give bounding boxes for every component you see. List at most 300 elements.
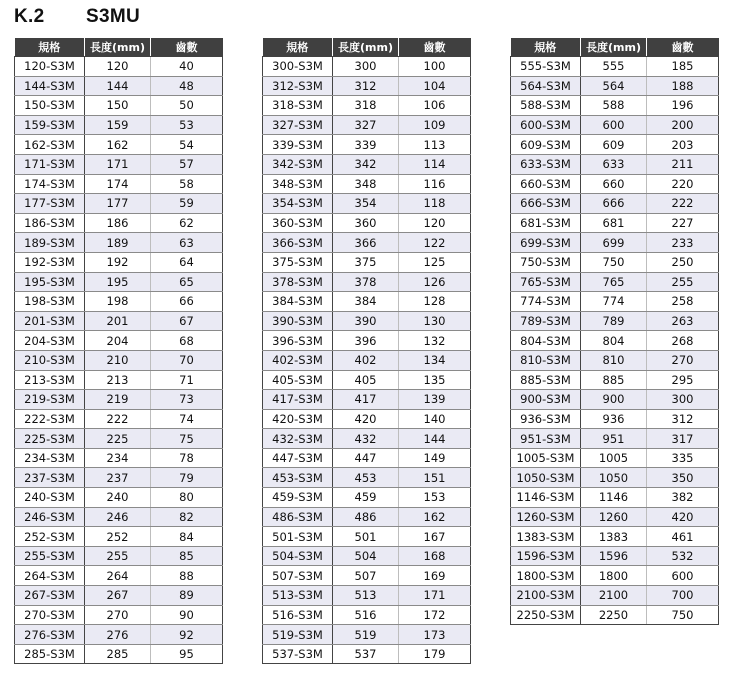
cell-length: 270 [85,605,151,625]
table-row [511,488,719,508]
cell-spec: 201-S3M [15,311,85,331]
table-row [263,546,471,566]
section-name: S3MU [86,6,140,27]
cell-teeth: 67 [151,311,223,331]
page-title [14,6,140,32]
cell-teeth: 317 [647,429,719,449]
cell-spec: 459-S3M [263,488,333,508]
table-row [15,566,223,586]
column-header-spec: 規格 [15,38,85,57]
cell-length: 2100 [581,586,647,606]
cell-length: 1596 [581,546,647,566]
cell-teeth: 135 [399,370,471,390]
cell-length: 951 [581,429,647,449]
cell-length: 1800 [581,566,647,586]
cell-teeth: 40 [151,57,223,77]
cell-teeth: 211 [647,154,719,174]
cell-length: 177 [85,194,151,214]
cell-spec: 504-S3M [263,546,333,566]
cell-length: 885 [581,370,647,390]
cell-spec: 267-S3M [15,586,85,606]
column-header-spec: 規格 [511,38,581,57]
cell-teeth: 172 [399,605,471,625]
table-row [15,644,223,664]
table-row [15,292,223,312]
cell-teeth: 149 [399,448,471,468]
cell-spec: 366-S3M [263,233,333,253]
table-row [511,331,719,351]
cell-length: 150 [85,96,151,116]
table-row [15,350,223,370]
cell-length: 339 [333,135,399,155]
table-row [15,546,223,566]
table-row [15,409,223,429]
cell-teeth: 350 [647,468,719,488]
cell-spec: 402-S3M [263,350,333,370]
cell-teeth: 70 [151,350,223,370]
cell-spec: 252-S3M [15,527,85,547]
column-header-length: 長度(mm) [581,38,647,57]
cell-teeth: 461 [647,527,719,547]
cell-spec: 276-S3M [15,625,85,645]
table-row [15,331,223,351]
cell-spec: 150-S3M [15,96,85,116]
cell-teeth: 54 [151,135,223,155]
cell-spec: 264-S3M [15,566,85,586]
cell-teeth: 48 [151,76,223,96]
table-row [511,448,719,468]
cell-length: 144 [85,76,151,96]
table-row [263,527,471,547]
cell-teeth: 233 [647,233,719,253]
cell-spec: 162-S3M [15,135,85,155]
cell-spec: 348-S3M [263,174,333,194]
table-row [15,488,223,508]
cell-teeth: 113 [399,135,471,155]
cell-teeth: 179 [399,644,471,664]
cell-teeth: 220 [647,174,719,194]
cell-teeth: 104 [399,76,471,96]
cell-spec: 453-S3M [263,468,333,488]
table-row [263,135,471,155]
cell-teeth: 106 [399,96,471,116]
cell-spec: 255-S3M [15,546,85,566]
cell-spec: 120-S3M [15,57,85,77]
table-row [15,527,223,547]
cell-length: 162 [85,135,151,155]
cell-spec: 339-S3M [263,135,333,155]
cell-length: 252 [85,527,151,547]
cell-spec: 177-S3M [15,194,85,214]
cell-length: 378 [333,272,399,292]
cell-length: 1146 [581,488,647,508]
table-row [263,57,471,77]
cell-teeth: 268 [647,331,719,351]
cell-spec: 432-S3M [263,429,333,449]
cell-spec: 519-S3M [263,625,333,645]
cell-length: 660 [581,174,647,194]
cell-teeth: 85 [151,546,223,566]
table-row [263,448,471,468]
table-row [263,605,471,625]
cell-teeth: 250 [647,252,719,272]
cell-spec: 2250-S3M [511,605,581,625]
table-row [263,292,471,312]
cell-spec: 1596-S3M [511,546,581,566]
cell-spec: 810-S3M [511,350,581,370]
cell-length: 459 [333,488,399,508]
cell-teeth: 84 [151,527,223,547]
table-row [263,311,471,331]
cell-teeth: 185 [647,57,719,77]
column-header-spec: 規格 [263,38,333,57]
table-header-row [263,38,471,57]
cell-spec: 222-S3M [15,409,85,429]
table-row [511,370,719,390]
table-row [263,194,471,214]
table-row [15,448,223,468]
table-row [263,115,471,135]
cell-teeth: 68 [151,331,223,351]
cell-length: 774 [581,292,647,312]
cell-spec: 507-S3M [263,566,333,586]
table-row [263,507,471,527]
cell-teeth: 151 [399,468,471,488]
cell-spec: 555-S3M [511,57,581,77]
cell-length: 804 [581,331,647,351]
cell-teeth: 203 [647,135,719,155]
cell-length: 348 [333,174,399,194]
cell-length: 246 [85,507,151,527]
cell-length: 936 [581,409,647,429]
cell-teeth: 71 [151,370,223,390]
cell-teeth: 118 [399,194,471,214]
cell-length: 360 [333,213,399,233]
cell-length: 2250 [581,605,647,625]
cell-teeth: 120 [399,213,471,233]
table-row [511,390,719,410]
cell-length: 276 [85,625,151,645]
cell-spec: 666-S3M [511,194,581,214]
cell-length: 120 [85,57,151,77]
table-row [511,135,719,155]
cell-teeth: 312 [647,409,719,429]
column-header-length: 長度(mm) [333,38,399,57]
cell-length: 267 [85,586,151,606]
cell-teeth: 92 [151,625,223,645]
cell-length: 354 [333,194,399,214]
table-row [263,586,471,606]
cell-length: 237 [85,468,151,488]
cell-teeth: 66 [151,292,223,312]
table-row [263,154,471,174]
cell-length: 513 [333,586,399,606]
cell-teeth: 125 [399,252,471,272]
cell-length: 1383 [581,527,647,547]
column-header-length: 長度(mm) [85,38,151,57]
cell-teeth: 100 [399,57,471,77]
table-row [15,311,223,331]
cell-length: 681 [581,213,647,233]
cell-spec: 210-S3M [15,350,85,370]
table-row [15,390,223,410]
cell-spec: 219-S3M [15,390,85,410]
cell-spec: 699-S3M [511,233,581,253]
cell-spec: 213-S3M [15,370,85,390]
cell-spec: 789-S3M [511,311,581,331]
cell-teeth: 89 [151,586,223,606]
cell-teeth: 200 [647,115,719,135]
cell-teeth: 300 [647,390,719,410]
cell-length: 222 [85,409,151,429]
cell-spec: 1050-S3M [511,468,581,488]
cell-teeth: 64 [151,252,223,272]
table-row [263,429,471,449]
cell-length: 1260 [581,507,647,527]
cell-length: 666 [581,194,647,214]
cell-length: 390 [333,311,399,331]
cell-spec: 486-S3M [263,507,333,527]
table-row [511,57,719,77]
cell-length: 171 [85,154,151,174]
table-row [263,625,471,645]
cell-teeth: 63 [151,233,223,253]
belt-spec-table-3 [510,38,719,625]
cell-length: 204 [85,331,151,351]
column-header-teeth: 齒數 [647,38,719,57]
cell-length: 432 [333,429,399,449]
cell-length: 195 [85,272,151,292]
cell-teeth: 109 [399,115,471,135]
cell-teeth: 75 [151,429,223,449]
table-row [15,135,223,155]
cell-teeth: 169 [399,566,471,586]
cell-length: 312 [333,76,399,96]
table-row [15,272,223,292]
cell-teeth: 420 [647,507,719,527]
column-header-teeth: 齒數 [399,38,471,57]
cell-spec: 513-S3M [263,586,333,606]
table-row [15,252,223,272]
cell-length: 405 [333,370,399,390]
cell-teeth: 270 [647,350,719,370]
cell-teeth: 88 [151,566,223,586]
cell-length: 159 [85,115,151,135]
cell-length: 264 [85,566,151,586]
cell-length: 486 [333,507,399,527]
cell-length: 633 [581,154,647,174]
cell-length: 174 [85,174,151,194]
cell-spec: 1005-S3M [511,448,581,468]
cell-length: 210 [85,350,151,370]
table-row [15,96,223,116]
table-row [15,115,223,135]
cell-spec: 765-S3M [511,272,581,292]
cell-teeth: 196 [647,96,719,116]
cell-spec: 390-S3M [263,311,333,331]
table-row [15,586,223,606]
table-row [263,96,471,116]
cell-teeth: 78 [151,448,223,468]
cell-teeth: 58 [151,174,223,194]
table-row [263,468,471,488]
cell-spec: 189-S3M [15,233,85,253]
cell-length: 285 [85,644,151,664]
cell-length: 366 [333,233,399,253]
cell-teeth: 79 [151,468,223,488]
table-row [511,292,719,312]
table-row [511,350,719,370]
cell-spec: 195-S3M [15,272,85,292]
cell-length: 189 [85,233,151,253]
table-row [263,370,471,390]
cell-teeth: 116 [399,174,471,194]
cell-teeth: 144 [399,429,471,449]
table-row [511,429,719,449]
cell-spec: 900-S3M [511,390,581,410]
cell-spec: 609-S3M [511,135,581,155]
cell-teeth: 74 [151,409,223,429]
cell-spec: 1260-S3M [511,507,581,527]
cell-length: 453 [333,468,399,488]
table-row [263,409,471,429]
cell-teeth: 227 [647,213,719,233]
cell-spec: 312-S3M [263,76,333,96]
table-row [15,57,223,77]
cell-length: 192 [85,252,151,272]
cell-spec: 396-S3M [263,331,333,351]
cell-spec: 375-S3M [263,252,333,272]
table-row [511,605,719,625]
cell-spec: 144-S3M [15,76,85,96]
cell-teeth: 171 [399,586,471,606]
table-row [511,154,719,174]
cell-length: 219 [85,390,151,410]
cell-length: 213 [85,370,151,390]
cell-length: 699 [581,233,647,253]
cell-spec: 198-S3M [15,292,85,312]
table-header-row [15,38,223,57]
cell-teeth: 139 [399,390,471,410]
cell-spec: 681-S3M [511,213,581,233]
cell-spec: 936-S3M [511,409,581,429]
cell-spec: 246-S3M [15,507,85,527]
cell-spec: 171-S3M [15,154,85,174]
cell-teeth: 258 [647,292,719,312]
table-row [263,252,471,272]
table-row [511,252,719,272]
table-row [511,586,719,606]
table-row [15,468,223,488]
cell-spec: 378-S3M [263,272,333,292]
cell-teeth: 90 [151,605,223,625]
cell-length: 201 [85,311,151,331]
cell-length: 609 [581,135,647,155]
cell-teeth: 335 [647,448,719,468]
cell-spec: 633-S3M [511,154,581,174]
cell-spec: 1146-S3M [511,488,581,508]
cell-teeth: 263 [647,311,719,331]
cell-teeth: 82 [151,507,223,527]
cell-teeth: 73 [151,390,223,410]
cell-length: 501 [333,527,399,547]
cell-length: 750 [581,252,647,272]
cell-teeth: 57 [151,154,223,174]
cell-length: 240 [85,488,151,508]
table-row [15,194,223,214]
cell-length: 396 [333,331,399,351]
table-row [511,233,719,253]
cell-spec: 516-S3M [263,605,333,625]
table-row [263,331,471,351]
cell-teeth: 162 [399,507,471,527]
table-row [263,213,471,233]
cell-teeth: 114 [399,154,471,174]
section-code: K.2 [14,6,45,27]
cell-length: 516 [333,605,399,625]
cell-spec: 804-S3M [511,331,581,351]
table-row [511,468,719,488]
cell-length: 1050 [581,468,647,488]
cell-spec: 318-S3M [263,96,333,116]
cell-spec: 600-S3M [511,115,581,135]
table-row [511,213,719,233]
table-row [15,233,223,253]
table-row [15,507,223,527]
cell-spec: 420-S3M [263,409,333,429]
cell-spec: 588-S3M [511,96,581,116]
cell-spec: 1800-S3M [511,566,581,586]
cell-length: 342 [333,154,399,174]
cell-spec: 417-S3M [263,390,333,410]
cell-spec: 342-S3M [263,154,333,174]
cell-teeth: 50 [151,96,223,116]
cell-spec: 750-S3M [511,252,581,272]
cell-teeth: 153 [399,488,471,508]
cell-teeth: 122 [399,233,471,253]
cell-teeth: 65 [151,272,223,292]
cell-teeth: 140 [399,409,471,429]
table-row [263,350,471,370]
cell-length: 900 [581,390,647,410]
table-row [511,546,719,566]
cell-length: 519 [333,625,399,645]
cell-length: 600 [581,115,647,135]
cell-length: 417 [333,390,399,410]
cell-spec: 192-S3M [15,252,85,272]
cell-teeth: 188 [647,76,719,96]
cell-spec: 240-S3M [15,488,85,508]
cell-length: 810 [581,350,647,370]
cell-teeth: 132 [399,331,471,351]
table-row [263,390,471,410]
cell-length: 507 [333,566,399,586]
cell-spec: 564-S3M [511,76,581,96]
cell-teeth: 173 [399,625,471,645]
table-row [511,507,719,527]
cell-spec: 2100-S3M [511,586,581,606]
cell-teeth: 750 [647,605,719,625]
cell-spec: 300-S3M [263,57,333,77]
table-row [15,429,223,449]
cell-teeth: 130 [399,311,471,331]
table-row [263,566,471,586]
cell-teeth: 600 [647,566,719,586]
table-row [263,488,471,508]
cell-teeth: 95 [151,644,223,664]
cell-spec: 204-S3M [15,331,85,351]
cell-teeth: 167 [399,527,471,547]
